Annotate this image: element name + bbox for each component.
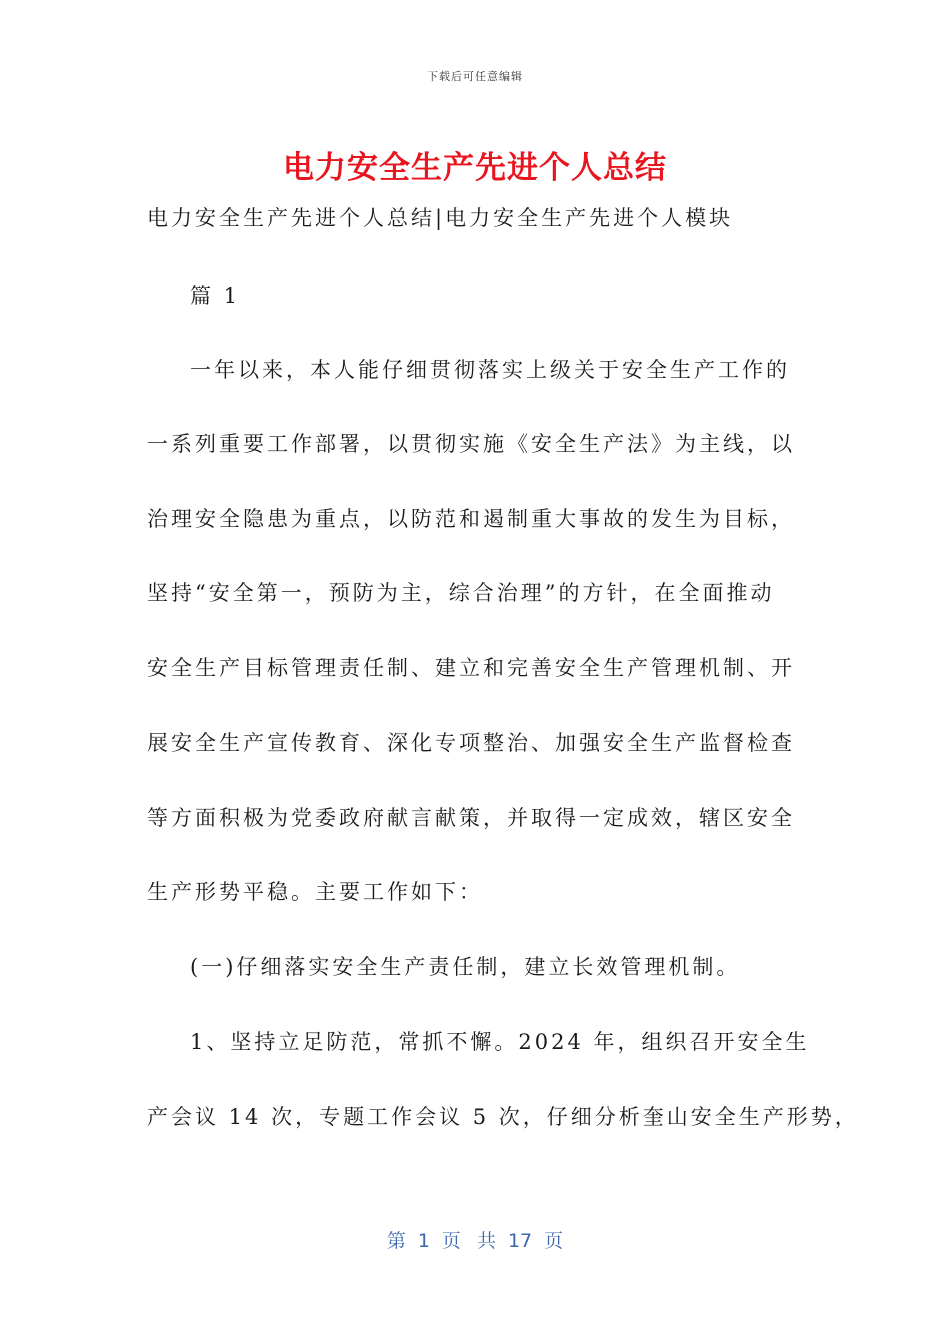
section-label: 篇 1 (190, 284, 241, 308)
page-footer (0, 1226, 950, 1253)
footer-prefix: 第 (386, 1230, 406, 1252)
header-note: 下载后可任意编辑 (427, 70, 523, 83)
footer-mid: 页 共 (441, 1230, 496, 1252)
body-line: 产会议 14 次，专题工作会议 5 次，仔细分析奎山安全生产形势， (147, 1105, 859, 1129)
subtitle-line: 电力安全生产先进个人总结|电力安全生产先进个人模块 (147, 206, 734, 230)
current-page-number: 1 (417, 1230, 430, 1252)
body-line: 安全生产目标管理责任制、建立和完善安全生产管理机制、开 (147, 656, 795, 680)
total-pages-number: 17 (507, 1230, 533, 1252)
body-line: 展安全生产宣传教育、深化专项整治、加强安全生产监督检查 (147, 731, 795, 755)
body-line: 一系列重要工作部署，以贯彻实施《安全生产法》为主线，以 (147, 432, 795, 456)
body-line: 等方面积极为党委政府献言献策，并取得一定成效，辖区安全 (147, 806, 795, 830)
body-line: 坚持“安全第一，预防为主，综合治理”的方针，在全面推动 (147, 581, 775, 605)
footer-suffix: 页 (544, 1230, 564, 1252)
body-line: 1、坚持立足防范，常抓不懈。2024 年，组织召开安全生 (190, 1030, 810, 1054)
document-title: 电力安全生产先进个人总结 (283, 150, 667, 186)
body-line: 治理安全隐患为重点，以防范和遏制重大事故的发生为目标， (147, 507, 795, 531)
body-line: 一年以来，本人能仔细贯彻落实上级关于安全生产工作的 (190, 358, 790, 382)
subsection-heading: (一)仔细落实安全生产责任制，建立长效管理机制。 (190, 955, 741, 979)
body-line: 生产形势平稳。主要工作如下： (147, 880, 483, 904)
